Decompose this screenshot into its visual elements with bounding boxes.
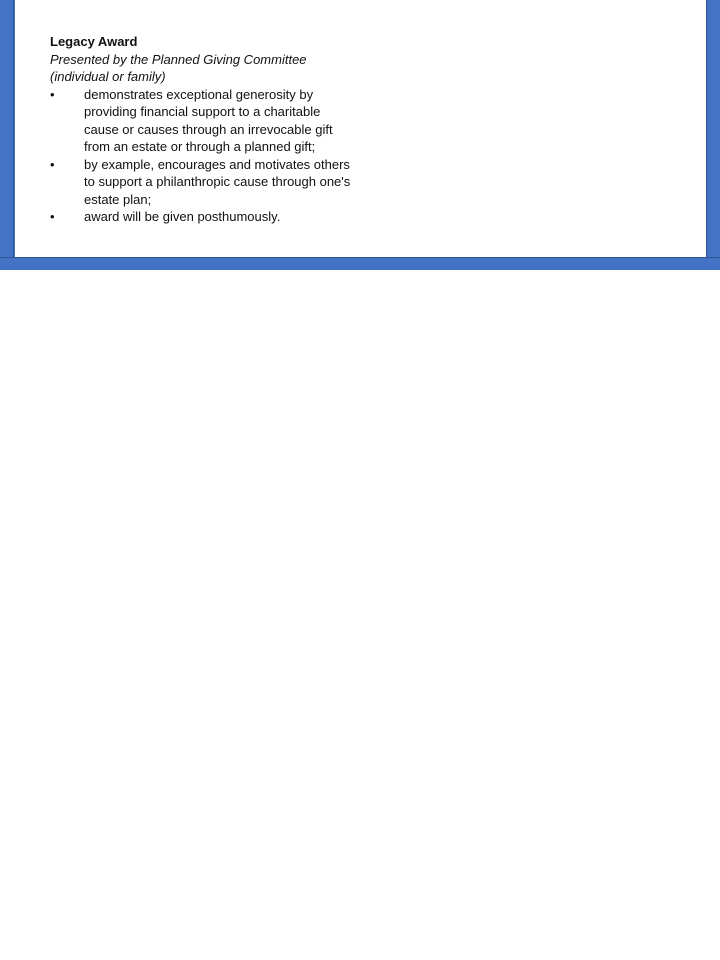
criteria-text: demonstrates exceptional generosity by providing financial support to a charitable cause or causes through an irrevocable gift from an estate or through a planned gift; xyxy=(84,86,333,154)
award-title: Legacy Award xyxy=(50,34,138,49)
frame-bottom-border xyxy=(0,257,720,270)
criteria-text: by example, encourages and motivates others to support a philanthropic cause through one's estate plan; xyxy=(84,156,351,207)
page-frame xyxy=(0,0,720,270)
frame-left-border xyxy=(0,0,14,270)
bullet-icon: • xyxy=(50,209,55,224)
list-item xyxy=(50,156,354,209)
list-item xyxy=(50,208,354,226)
criteria-text: award will be given posthumously. xyxy=(84,209,281,224)
award-presenter: Presented by the Planned Giving Committee xyxy=(50,51,307,67)
content-panel xyxy=(15,0,706,257)
award-eligibility: (individual or family) xyxy=(50,69,166,84)
bullet-icon: • xyxy=(50,156,55,172)
list-item xyxy=(50,86,354,156)
bullet-icon: • xyxy=(50,86,55,102)
criteria-list xyxy=(50,86,350,226)
award-description xyxy=(50,33,350,226)
frame-right-border xyxy=(706,0,720,270)
